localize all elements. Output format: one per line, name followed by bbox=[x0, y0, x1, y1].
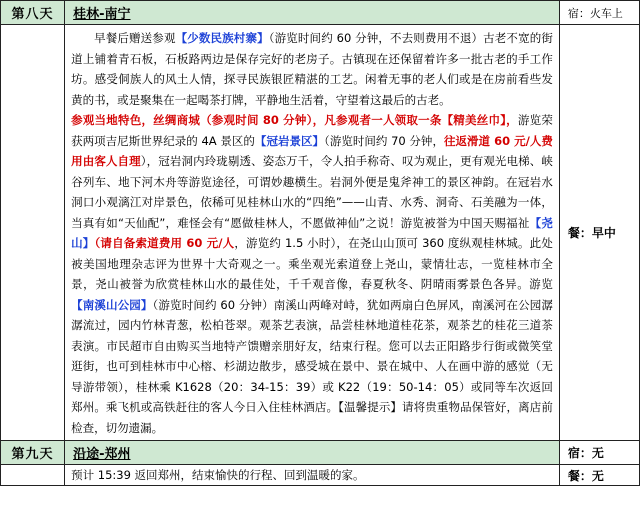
day8-title-cell bbox=[65, 1, 560, 25]
p2-segment: ），冠岩洞内玲珑剔透、姿态万千，令人拍手称奇、叹为观止，更有观光电梯、峡谷列车、地下河木舟等游览途径，可谓妙趣横生。岩洞外便是鬼斧神工的景区神韵。在冠岩水洞口小观漓江对岸景色，依稀可见桂林山水的“四绝”——山青、水秀、洞奇、石美融为一体，当真有如“天仙配”，难怪会有“愿做桂林人，不愿做神仙”之说！游览被誉为中国天赐福祉 bbox=[71, 154, 553, 230]
p2-segment: 参观当地特色，丝绸商城（参观时间 80 分钟），凡参观者一人领取一条【精美丝巾】， bbox=[71, 113, 518, 127]
day9-body-row bbox=[1, 465, 640, 486]
day9-title-cell bbox=[65, 441, 560, 465]
day8-meal: 餐：早中 bbox=[559, 25, 639, 441]
day9-meal: 餐：无 bbox=[559, 465, 639, 486]
day9-label: 第九天 bbox=[1, 441, 65, 465]
p2-segment: 游览荣获两项吉尼斯世界纪录的 4A 景区的 bbox=[71, 113, 553, 148]
day9-title: 沿途-郑州 bbox=[73, 447, 131, 462]
p2-segment: 【南溪山公园】 bbox=[71, 297, 153, 312]
day8-title: 桂林-南宁 bbox=[73, 7, 131, 22]
p1-segment: 【少数民族村寨】 bbox=[175, 31, 269, 45]
p2-segment: 【冠岩景区】 bbox=[254, 133, 325, 148]
p2-segment: （游览时间约 70 分钟， bbox=[324, 133, 444, 148]
p2-segment: （请自备索道费用 60 元/人 bbox=[94, 236, 235, 250]
day9-label-spacer bbox=[1, 465, 65, 486]
day8-header-row bbox=[1, 1, 640, 25]
day8-paragraph-2 bbox=[71, 110, 553, 438]
p1-segment: （游览时间约 60 分钟，不去则费用不退）古老不宽的街道上铺着青石板，石板路两边是保存完好的老房子。古镇现在还保留着许多一批古老的手工作坊。感受侗族人的风土人情，探寻民族银匠精湛的工艺。闲着无事的老人们或是在房前看些发黄的书，或是聚集在一起喝茶打牌，平静地生活着，守望着这最后的古老。 bbox=[71, 31, 553, 107]
day8-body-row bbox=[1, 25, 640, 441]
p2-segment: （游览时间约 60 分钟）南溪山两峰对峙，犹如两扇白色屏风，南溪河在公园潺潺流过，园内竹林青葱，松柏苍翠。观茶艺表演，品尝桂林地道桂花茶，观茶艺的桂花三道茶表演。市民超市自由购买当地特产馈赠亲朋好友，结束行程。您可以去正阳路步行街或微笑堂逛街，也可到桂林市中心榕、杉湖边散步，感受城在景中、景在城中、人在画中游的感觉（无导游带领），桂林乘 K1628（20：34-15：39）或 K22（19：50-14：05）或同等车次返回郑州。乘飞机或高铁赶往的客人今日入住桂林酒店。【温馨提示】请将贵重物品保管好，离店前检查，切勿遗漏。 bbox=[71, 297, 553, 435]
day8-stay: 宿：火车上 bbox=[559, 1, 639, 25]
day8-label-spacer bbox=[1, 25, 65, 441]
p2-segment: 【尧山】 bbox=[71, 215, 553, 250]
p2-segment: ，游览约 1.5 小时），在尧山山顶可 360 度纵观桂林城。此处被美国地理杂志评为世界十大奇观之一。乘坐观光索道登上尧山，蒙情壮志，一览桂林市全景，尧山被誉为欣赏桂林山水的最佳处，千千观音像，春夏秋冬、阴晴雨雾景色各异。游览 bbox=[71, 236, 553, 291]
day9-description: 预计 15:39 返回郑州，结束愉快的行程、回到温暖的家。 bbox=[65, 465, 560, 486]
day8-paragraph-1 bbox=[71, 28, 553, 110]
day8-label: 第八天 bbox=[1, 1, 65, 25]
day9-stay: 宿：无 bbox=[559, 441, 639, 465]
p1-segment: 早餐后赠送参观 bbox=[94, 31, 176, 45]
day8-description bbox=[65, 25, 560, 441]
day9-header-row bbox=[1, 441, 640, 465]
p2-segment: 往返滑道 60 元/人费用由客人自理 bbox=[71, 133, 553, 168]
